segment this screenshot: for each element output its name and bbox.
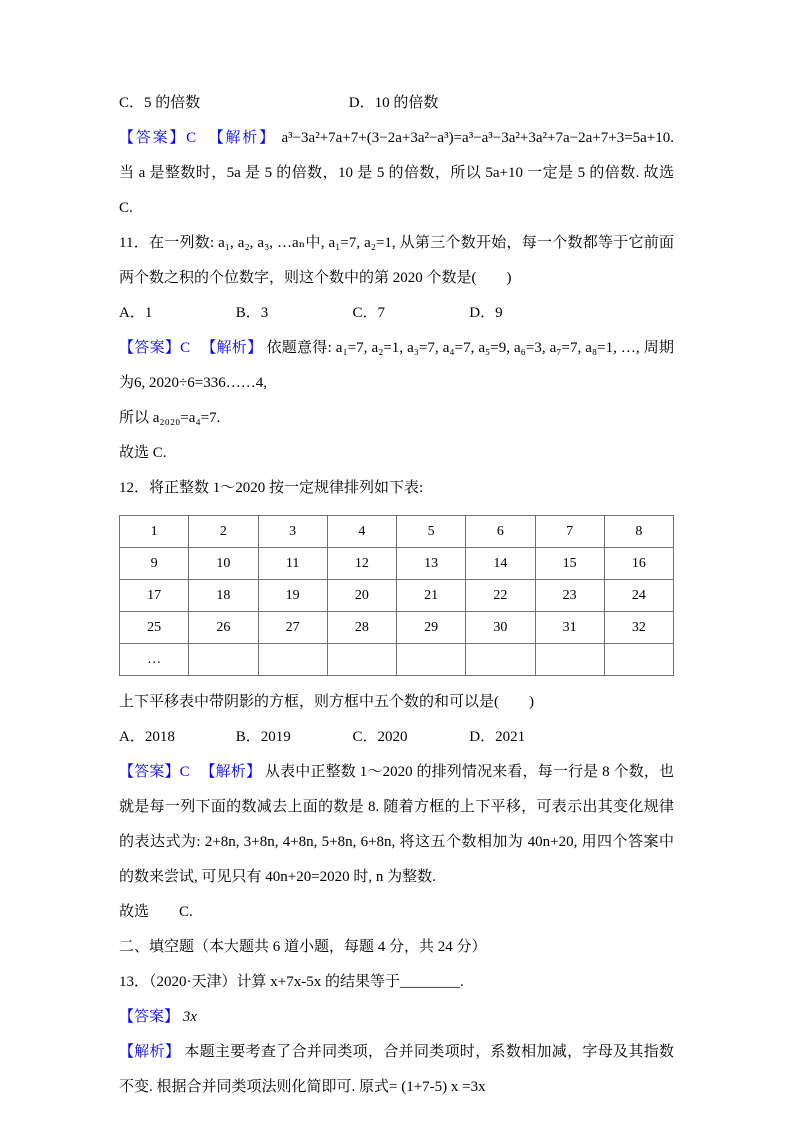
q11-question: 11．在一列数: a₁, a₂, a₃, …aₙ中, a₁=7, a₂=1, 从第三个数开始，每一个数都等于它前面两个数之积的个位数字，则这个数中的第 2020 个数是( )	[119, 235, 674, 286]
table-cell: …	[120, 644, 189, 676]
q13-analysis-text: 本题主要考查了合并同类项，合并同类项时，系数相加减，字母及其指数不变. 根据合并同类项法则化简即可. 原式= (1+7-5) x =3x	[119, 1044, 674, 1095]
table-cell: 31	[535, 612, 604, 644]
table-cell: 6	[466, 516, 535, 548]
table-cell: 3	[258, 516, 327, 548]
q12-conclusion: 故选 C.	[119, 904, 193, 920]
q11-analysis-label: 【解析】	[201, 340, 263, 356]
q10-answer-label: 【答案】C	[119, 130, 197, 146]
q12-option-a: A．2018	[119, 729, 175, 745]
table-cell	[535, 644, 604, 676]
q11-answer-label: 【答案】C	[119, 340, 191, 356]
table-cell: 5	[397, 516, 466, 548]
table-row	[120, 612, 674, 644]
q11-conclusion: 故选 C.	[119, 445, 167, 461]
table-cell: 15	[535, 548, 604, 580]
q12-number-table	[119, 515, 674, 676]
table-cell: 21	[397, 580, 466, 612]
q13-analysis-paragraph	[119, 1035, 674, 1105]
q11-analysis-line2: 所以 a₂₀₂₀=a₄=7.	[119, 410, 221, 426]
table-cell: 12	[327, 548, 396, 580]
q12-answer-paragraph	[119, 755, 674, 895]
table-cell: 29	[397, 612, 466, 644]
table-row	[120, 644, 674, 676]
q11-option-a: A．1	[119, 305, 153, 321]
section2-heading: 二、填空题（本大题共 6 道小题，每题 4 分，共 24 分）	[119, 939, 487, 955]
q12-analysis-text: 从表中正整数 1～2020 的排列情况来看，每一行是 8 个数，也就是每一列下面的数减去上面的数是 8. 随着方框的上下平移，可表示出其变化规律的表达式为: 2+8n, 3+8n, 4+8n, 5+8n, 6+8n, 将这五个数相加为 40n+20, 用四个答案中的数来尝试, 可见只有 40n+20=2020 时, n 为整数.	[119, 764, 674, 885]
table-cell: 28	[327, 612, 396, 644]
q12-option-d: D．2021	[469, 729, 526, 745]
q12-question: 12．将正整数 1～2020 按一定规律排列如下表:	[119, 480, 424, 496]
table-cell: 13	[397, 548, 466, 580]
table-cell: 9	[120, 548, 189, 580]
table-cell: 20	[327, 580, 396, 612]
table-cell: 10	[189, 548, 258, 580]
table-cell	[397, 644, 466, 676]
q10-option-d: D．10 的倍数	[348, 95, 439, 111]
table-cell: 1	[120, 516, 189, 548]
table-cell: 19	[258, 580, 327, 612]
q10-option-c: C．5 的倍数	[119, 95, 201, 111]
q10-answer-paragraph	[119, 121, 674, 226]
q12-analysis-label: 【解析】	[200, 764, 262, 780]
table-cell: 14	[466, 548, 535, 580]
table-row	[120, 580, 674, 612]
table-cell	[604, 644, 673, 676]
table-cell: 7	[535, 516, 604, 548]
q13-analysis-label: 【解析】	[119, 1044, 181, 1060]
table-cell: 4	[327, 516, 396, 548]
q12-answer-label: 【答案】C	[119, 764, 190, 780]
table-cell: 32	[604, 612, 673, 644]
q10-analysis-text: a³−3a²+7a+7+(3−2a+3a²−a³)=a³−a³−3a²+3a²+7a−2a+7+3=5a+10. 当 a 是整数时，5a 是 5 的倍数，10 是 5 的倍数，所以 5a+10 一定是 5 的倍数. 故选 C.	[119, 130, 675, 216]
q12-after-table-text: 上下平移表中带阴影的方框，则方框中五个数的和可以是( )	[119, 694, 534, 710]
table-cell	[189, 644, 258, 676]
q13-answer-label: 【答案】	[119, 1009, 180, 1025]
q10-options-row	[119, 86, 674, 121]
table-cell: 23	[535, 580, 604, 612]
q13-answer-value: 3x	[182, 1009, 197, 1025]
table-cell	[466, 644, 535, 676]
q12-option-c: C．2020	[352, 729, 408, 745]
table-cell: 22	[466, 580, 535, 612]
table-row	[120, 548, 674, 580]
q11-analysis-text: 依题意得: a₁=7, a₂=1, a₃=7, a₄=7, a₅=9, a₆=3, a₇=7, a₈=1, …, 周期为6, 2020÷6=336……4,	[119, 340, 674, 391]
q13-question: 13．（2020·天津）计算 x+7x-5x 的结果等于________.	[119, 974, 464, 990]
table-cell: 30	[466, 612, 535, 644]
table-cell: 2	[189, 516, 258, 548]
table-cell: 8	[604, 516, 673, 548]
q12-options-row	[119, 720, 674, 755]
q11-option-d: D．9	[469, 305, 503, 321]
table-cell	[258, 644, 327, 676]
table-cell: 26	[189, 612, 258, 644]
q11-option-c: C．7	[352, 305, 386, 321]
table-row	[120, 516, 674, 548]
q12-option-b: B．2019	[235, 729, 291, 745]
table-cell: 11	[258, 548, 327, 580]
table-cell: 25	[120, 612, 189, 644]
q11-option-b: B．3	[235, 305, 269, 321]
q11-options-row	[119, 296, 674, 331]
q13-answer-paragraph	[119, 1000, 674, 1035]
q11-answer-paragraph	[119, 331, 674, 401]
table-cell: 16	[604, 548, 673, 580]
table-cell: 24	[604, 580, 673, 612]
table-cell	[327, 644, 396, 676]
q10-analysis-label: 【解析】	[208, 130, 276, 146]
table-cell: 17	[120, 580, 189, 612]
table-cell: 27	[258, 612, 327, 644]
table-cell: 18	[189, 580, 258, 612]
